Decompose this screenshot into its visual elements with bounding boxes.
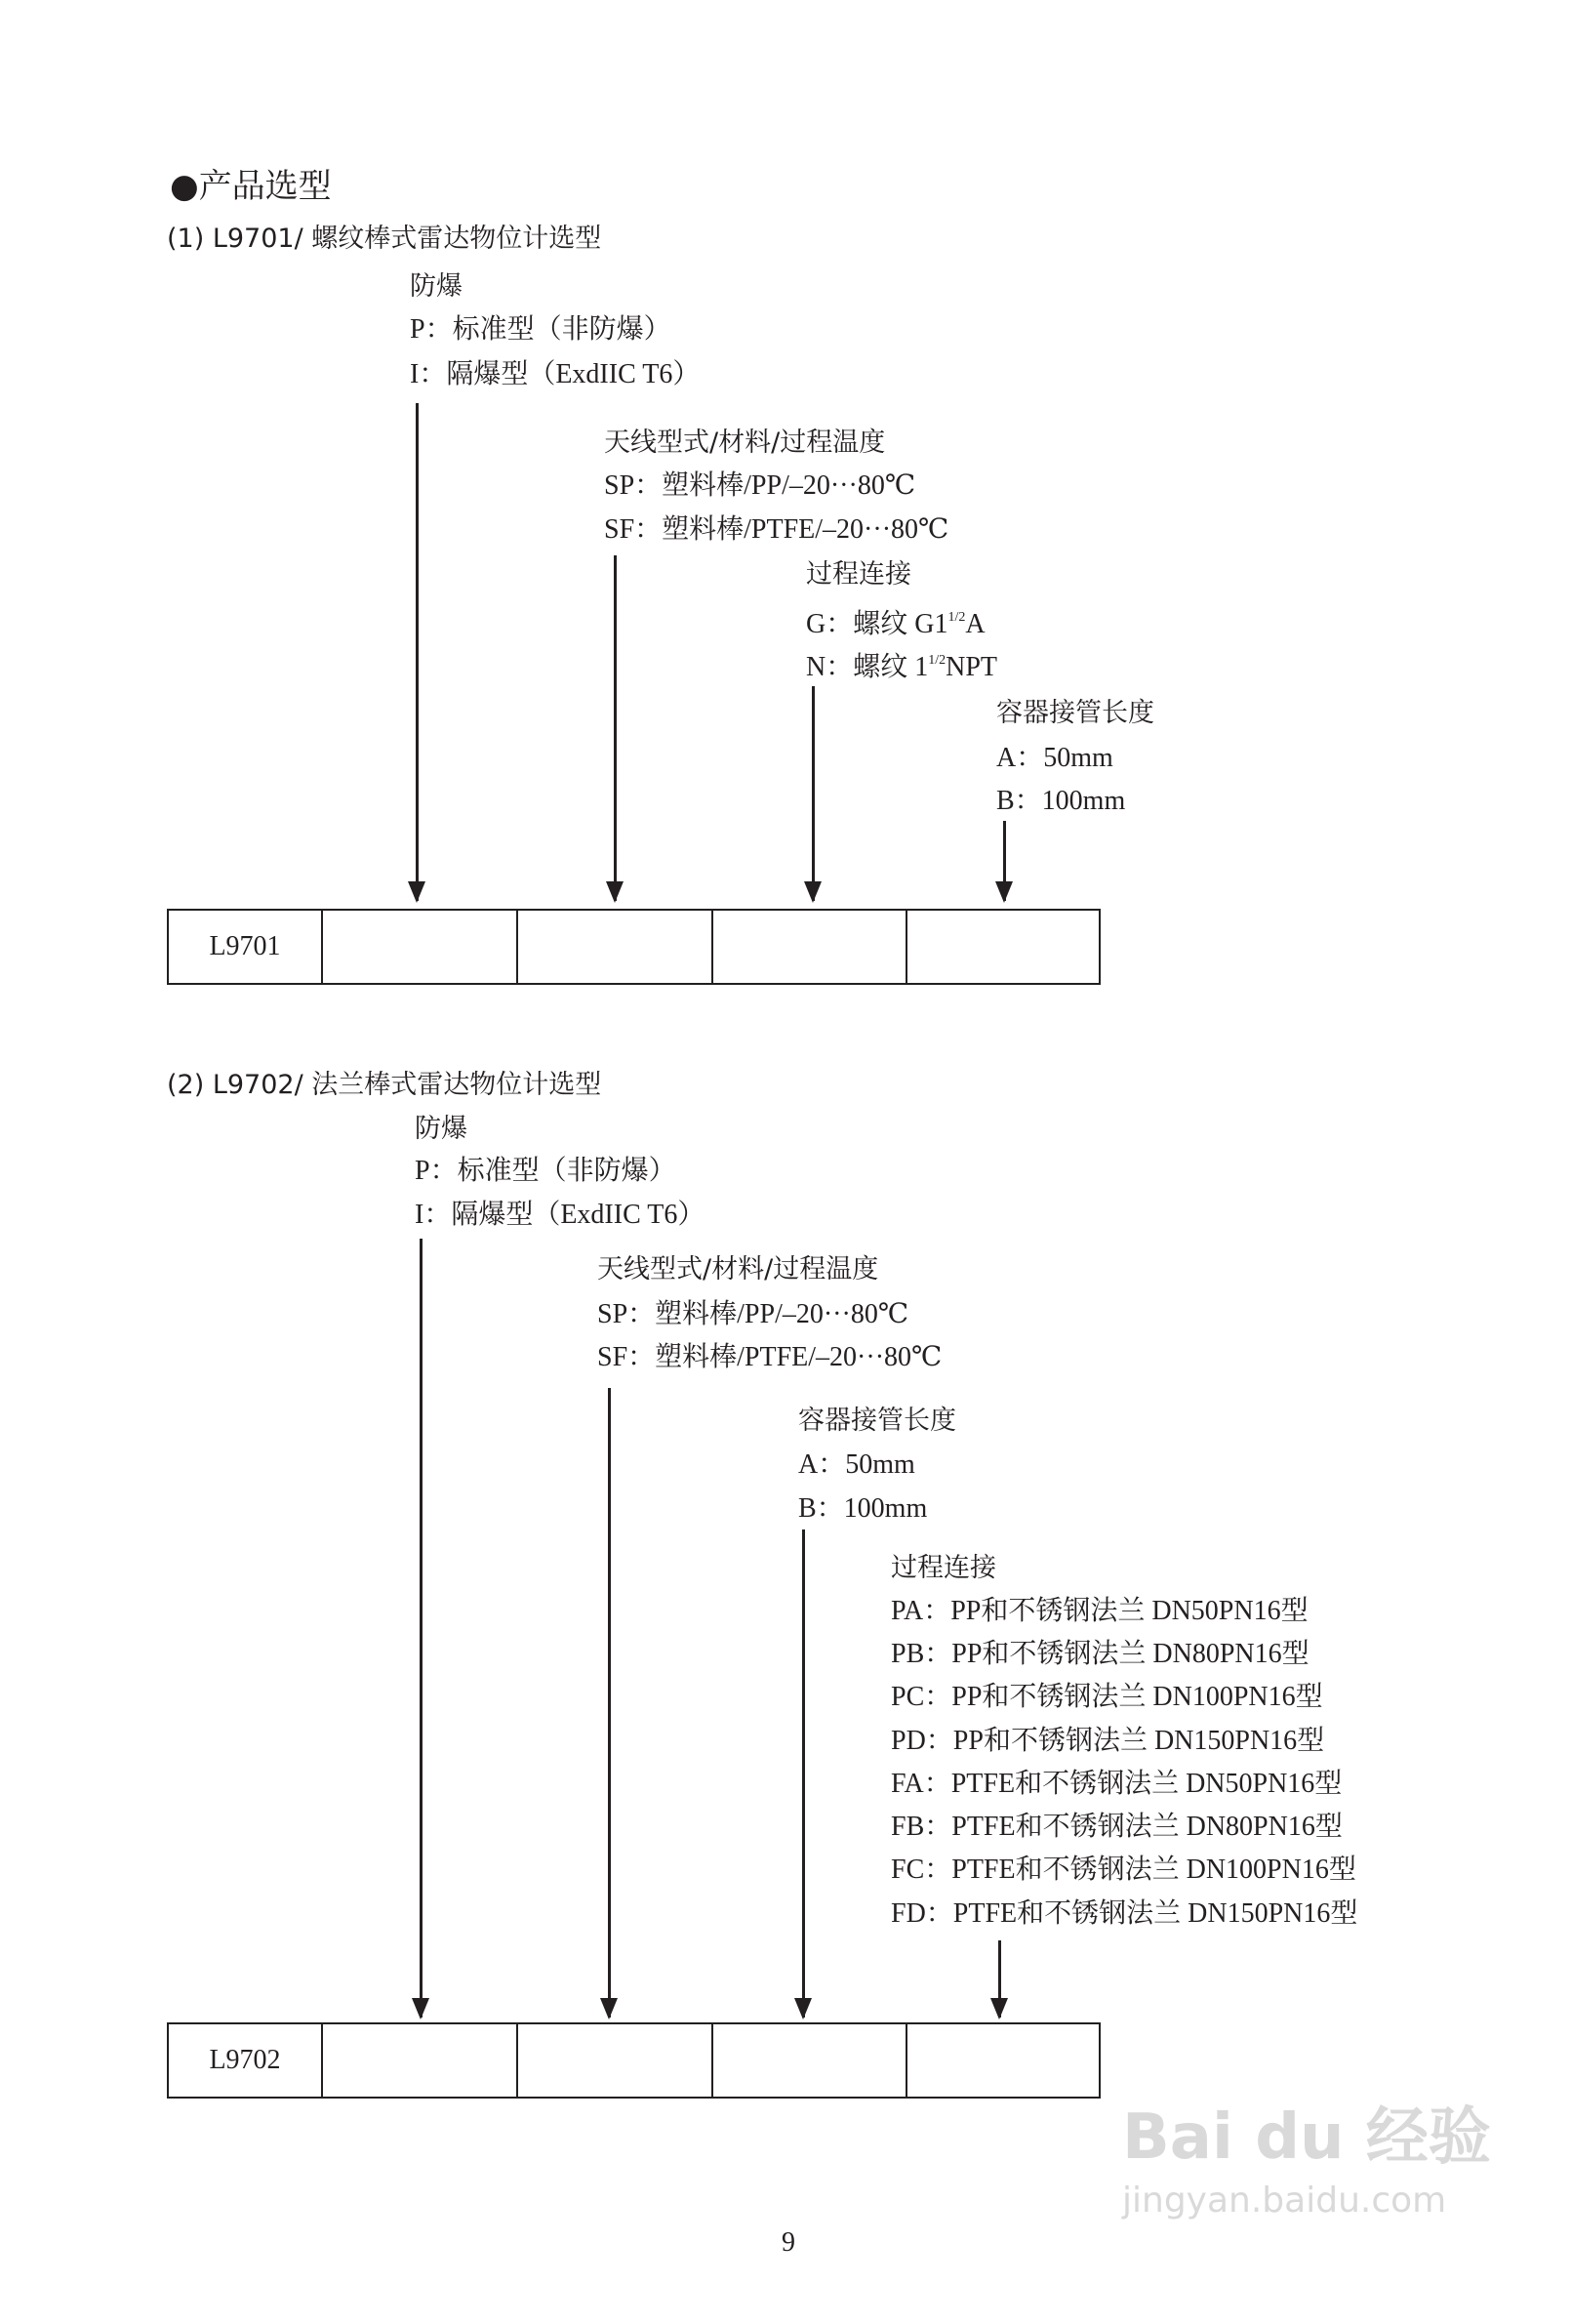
- connection-option: [806, 644, 997, 684]
- page-number: 9: [782, 2227, 795, 2258]
- antenna-option: SF：塑料棒/PTFE/–20···80℃: [604, 514, 949, 545]
- nozzle-code-cell: [713, 2024, 907, 2097]
- arrow-down-icon: [998, 1940, 1001, 2018]
- connection-title: 过程连接: [806, 559, 911, 590]
- arrow-down-icon: [614, 555, 617, 901]
- arrow-down-icon: [802, 1529, 805, 2018]
- arrow-down-icon: [1003, 821, 1006, 901]
- explosion-title: 防爆: [410, 271, 463, 302]
- connection-option: FC：PTFE和不锈钢法兰 DN100PN16型: [891, 1855, 1356, 1885]
- model-heading: (1) L9701/ 螺纹棒式雷达物位计选型: [167, 224, 602, 254]
- nozzle-title: 容器接管长度: [798, 1406, 956, 1436]
- watermark-brand: Bai du 经验: [1122, 2101, 1491, 2174]
- option-text: NPT: [946, 652, 998, 682]
- explosion-option: P：标准型（非防爆）: [410, 314, 671, 345]
- arrow-down-icon: [608, 1388, 611, 2018]
- nozzle-option: B：100mm: [996, 786, 1126, 816]
- connection-option: PD：PP和不锈钢法兰 DN150PN16型: [891, 1726, 1325, 1756]
- section-title: ●产品选型: [170, 167, 332, 206]
- connection-option: [806, 601, 986, 641]
- connection-title: 过程连接: [891, 1553, 996, 1583]
- nozzle-option: A：50mm: [798, 1449, 915, 1480]
- connection-option: PA：PP和不锈钢法兰 DN50PN16型: [891, 1596, 1309, 1626]
- nozzle-option: A：50mm: [996, 743, 1113, 773]
- antenna-option: SP：塑料棒/PP/–20···80℃: [597, 1299, 909, 1329]
- connection-code-cell: [907, 2024, 1099, 2097]
- nozzle-option: B：100mm: [798, 1493, 928, 1524]
- antenna-title: 天线型式/材料/过程温度: [597, 1254, 879, 1284]
- nozzle-code-cell: [907, 911, 1099, 983]
- explosion-option: P：标准型（非防爆）: [415, 1156, 676, 1186]
- antenna-option: SF：塑料棒/PTFE/–20···80℃: [597, 1342, 943, 1372]
- model-code-table: [167, 2022, 1101, 2099]
- nozzle-title: 容器接管长度: [996, 698, 1154, 728]
- connection-option: FD：PTFE和不锈钢法兰 DN150PN16型: [891, 1898, 1358, 1929]
- connection-option: PC：PP和不锈钢法兰 DN100PN16型: [891, 1682, 1323, 1712]
- explosion-code-cell: [323, 2024, 518, 2097]
- connection-option: FB：PTFE和不锈钢法兰 DN80PN16型: [891, 1812, 1343, 1842]
- model-code-table: [167, 909, 1101, 985]
- model-code-cell: L9701: [169, 911, 323, 983]
- explosion-title: 防爆: [415, 1114, 467, 1144]
- antenna-code-cell: [518, 2024, 713, 2097]
- option-text: A: [965, 609, 986, 639]
- connection-code-cell: [713, 911, 907, 983]
- explosion-code-cell: [323, 911, 518, 983]
- antenna-code-cell: [518, 911, 713, 983]
- model-heading: (2) L9702/ 法兰棒式雷达物位计选型: [167, 1070, 602, 1100]
- explosion-option: I：隔爆型（ExdIIC T6）: [410, 359, 701, 389]
- watermark-url: jingyan.baidu.com: [1122, 2181, 1447, 2221]
- antenna-option: SP：塑料棒/PP/–20···80℃: [604, 470, 916, 501]
- arrow-down-icon: [416, 403, 419, 901]
- antenna-title: 天线型式/材料/过程温度: [604, 428, 886, 458]
- connection-option: PB：PP和不锈钢法兰 DN80PN16型: [891, 1639, 1309, 1669]
- option-superscript: 1/2: [928, 653, 947, 668]
- model-code-cell: L9702: [169, 2024, 323, 2097]
- option-superscript: 1/2: [947, 610, 966, 625]
- arrow-down-icon: [812, 686, 815, 901]
- option-text: N：螺纹 1: [806, 652, 929, 682]
- baidu-jingyan-watermark: [1122, 2099, 1491, 2225]
- explosion-option: I：隔爆型（ExdIIC T6）: [415, 1200, 705, 1230]
- connection-option: FA：PTFE和不锈钢法兰 DN50PN16型: [891, 1769, 1343, 1799]
- arrow-down-icon: [420, 1239, 423, 2018]
- option-text: G：螺纹 G1: [806, 609, 948, 639]
